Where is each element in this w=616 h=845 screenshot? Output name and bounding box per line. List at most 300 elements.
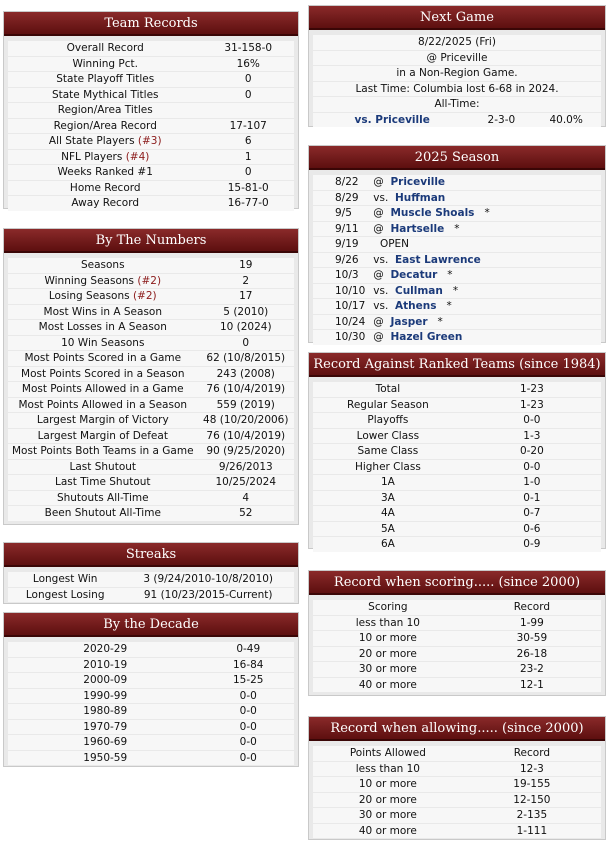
table-row xyxy=(8,658,294,673)
table-row xyxy=(8,398,294,413)
opponent-link[interactable]: Muscle Shoals xyxy=(390,207,475,220)
table-row xyxy=(313,475,601,490)
streaks-panel xyxy=(3,542,299,604)
row-label xyxy=(313,522,463,537)
row-value: 243 (2008) xyxy=(198,367,294,382)
row-label-text: Last Time Shutout xyxy=(55,476,151,489)
ranked-header: Record Against Ranked Teams (since 1984) xyxy=(309,353,605,377)
streaks-header: Streaks xyxy=(4,543,298,567)
row-label xyxy=(8,673,202,688)
game-opponent-cell xyxy=(369,284,601,299)
row-label-text: 10 or more xyxy=(358,778,417,791)
opponent-link[interactable]: Cullman xyxy=(394,284,443,297)
row-label xyxy=(8,444,198,459)
row-label xyxy=(8,88,202,103)
row-value: 12-3 xyxy=(463,762,601,777)
row-value: 0 xyxy=(202,88,294,103)
row-label xyxy=(313,808,463,823)
row-label xyxy=(8,41,202,56)
row-label-text: Last Shutout xyxy=(69,460,137,473)
opponent-link[interactable]: East Lawrence xyxy=(394,253,481,266)
game-date: 10/24 xyxy=(313,315,369,330)
row-value: 2-135 xyxy=(463,808,601,823)
row-label-text: Most Losses in A Season xyxy=(38,321,167,334)
row-label xyxy=(8,751,202,766)
allowing-col2: Record xyxy=(463,746,601,761)
vs-record: 2-3-0 xyxy=(471,113,531,128)
row-value: 1-3 xyxy=(463,429,601,444)
table-row xyxy=(8,673,294,688)
row-label-text: 10 Win Seasons xyxy=(61,336,145,349)
row-label-text: 6A xyxy=(380,538,395,551)
allowing-col1: Points Allowed xyxy=(313,746,463,761)
row-label xyxy=(8,57,202,72)
region-game-star: * xyxy=(447,269,453,282)
row-value: 0-0 xyxy=(202,751,294,766)
table-row xyxy=(8,572,294,587)
row-label xyxy=(8,704,202,719)
row-value: 0-7 xyxy=(463,506,601,521)
game-date: 9/5 xyxy=(313,206,369,221)
row-value: 48 (10/20/2006) xyxy=(198,413,294,428)
game-date: 8/22 xyxy=(313,175,369,190)
rank-link[interactable]: (#2) xyxy=(132,290,157,303)
row-value: 0-0 xyxy=(202,735,294,750)
region-game-star: * xyxy=(437,315,443,328)
row-label-text: Regular Season xyxy=(347,398,429,411)
table-row xyxy=(8,704,294,719)
row-label-text: 20 or more xyxy=(358,793,417,806)
table-row xyxy=(8,751,294,766)
region-game-star: * xyxy=(452,284,459,297)
row-label xyxy=(313,678,463,693)
row-label-text: Region/Area Record xyxy=(53,119,157,132)
row-label xyxy=(313,537,463,552)
schedule-row xyxy=(313,175,601,190)
row-label-text: Most Wins in A Season xyxy=(43,305,162,318)
row-label xyxy=(8,320,198,335)
table-row xyxy=(8,305,294,320)
row-label-text: 2000-09 xyxy=(83,674,128,687)
row-label-text: Longest Win xyxy=(32,573,98,586)
row-value: 19-155 xyxy=(463,777,601,792)
row-value: 3 (9/24/2010-10/8/2010) xyxy=(122,572,294,587)
row-label-text: 1980-89 xyxy=(83,705,128,718)
allowing-header: Record when allowing..... (since 2000) xyxy=(309,717,605,741)
row-label xyxy=(313,382,463,397)
table-row xyxy=(8,165,294,180)
rank-link[interactable]: (#2) xyxy=(137,274,162,287)
game-date: 9/19 xyxy=(313,237,369,252)
row-value: 16-77-0 xyxy=(202,196,294,211)
row-label-text: Lower Class xyxy=(356,429,420,442)
row-value: 6 xyxy=(202,134,294,149)
scoring-panel xyxy=(308,570,606,696)
row-label-text: Away Record xyxy=(71,197,140,210)
by-numbers-header: By The Numbers xyxy=(4,229,298,253)
game-location: @ xyxy=(373,331,384,344)
row-value: 0-0 xyxy=(202,704,294,719)
table-row xyxy=(313,762,601,777)
opponent-link[interactable]: Athens xyxy=(394,300,437,313)
opponent-link[interactable]: Priceville xyxy=(390,176,446,189)
rank-link[interactable]: (#4) xyxy=(125,150,150,163)
next-game-table xyxy=(313,34,601,128)
row-label xyxy=(8,491,198,506)
schedule-row xyxy=(313,330,601,345)
allowing-table xyxy=(313,745,601,839)
game-date: 10/10 xyxy=(313,284,369,299)
opponent-link[interactable]: Hazel Green xyxy=(390,331,463,344)
table-row xyxy=(8,491,294,506)
row-label xyxy=(8,119,202,134)
row-label xyxy=(313,444,463,459)
row-label xyxy=(8,150,202,165)
table-row xyxy=(8,289,294,304)
game-location: @ xyxy=(373,222,384,235)
table-row xyxy=(313,662,601,677)
table-row xyxy=(8,367,294,382)
row-value: 0-1 xyxy=(463,491,601,506)
row-label xyxy=(313,491,463,506)
opponent-link[interactable]: Decatur xyxy=(390,269,438,282)
by-numbers-panel xyxy=(3,228,299,525)
row-label-text: Been Shutout All-Time xyxy=(44,507,161,520)
row-label xyxy=(313,475,463,490)
table-row xyxy=(8,351,294,366)
vs-priceville-link[interactable]: vs. Priceville xyxy=(354,113,430,126)
row-label-text: less than 10 xyxy=(355,762,420,775)
row-label-text: less than 10 xyxy=(355,616,420,629)
row-label xyxy=(8,305,198,320)
table-row xyxy=(8,475,294,490)
row-value: 4 xyxy=(198,491,294,506)
table-row xyxy=(8,258,294,273)
game-opponent-cell xyxy=(369,299,601,314)
scoring-table xyxy=(313,599,601,693)
row-label-text: Weeks Ranked #1 xyxy=(57,166,153,179)
row-label-text: Largest Margin of Defeat xyxy=(37,429,168,442)
row-label xyxy=(8,274,198,289)
open-week: OPEN xyxy=(379,238,410,251)
row-label xyxy=(8,103,202,118)
table-row xyxy=(8,41,294,56)
table-row xyxy=(313,824,601,839)
game-location: vs. xyxy=(373,284,389,297)
table-row xyxy=(313,647,601,662)
row-value: 15-81-0 xyxy=(202,181,294,196)
row-label-text: Seasons xyxy=(80,259,125,272)
row-label-text: Most Points Scored in a Game xyxy=(24,352,182,365)
row-label xyxy=(8,181,202,196)
row-label xyxy=(8,351,198,366)
row-label xyxy=(8,196,202,211)
row-label-text: Winning Seasons xyxy=(44,274,135,287)
schedule-row xyxy=(313,284,601,299)
game-date: 10/3 xyxy=(313,268,369,283)
table-row xyxy=(8,642,294,657)
table-row xyxy=(8,57,294,72)
table-row xyxy=(8,588,294,603)
allowing-panel xyxy=(308,716,606,840)
row-label xyxy=(8,658,202,673)
schedule-row xyxy=(313,191,601,206)
row-label-text: 2010-19 xyxy=(83,658,128,671)
row-label xyxy=(8,165,202,180)
row-label xyxy=(8,475,198,490)
row-label xyxy=(8,398,198,413)
table-row xyxy=(313,808,601,823)
row-value: 30-59 xyxy=(463,631,601,646)
row-label xyxy=(313,777,463,792)
table-row xyxy=(313,537,601,552)
row-value: 76 (10/4/2019) xyxy=(198,429,294,444)
table-row xyxy=(313,616,601,631)
team-records-table xyxy=(8,40,294,212)
row-label-text: 30 or more xyxy=(358,809,417,822)
row-value: 0-0 xyxy=(463,460,601,475)
row-value: 10 (2024) xyxy=(198,320,294,335)
row-label-text: 1960-69 xyxy=(83,736,128,749)
row-value: 0-9 xyxy=(463,537,601,552)
rank-link[interactable]: (#3) xyxy=(137,135,162,148)
table-row xyxy=(8,150,294,165)
row-value: 559 (2019) xyxy=(198,398,294,413)
game-date: 9/26 xyxy=(313,253,369,268)
row-value: 31-158-0 xyxy=(202,41,294,56)
row-value: 0 xyxy=(202,165,294,180)
row-value: 9/26/2013 xyxy=(198,460,294,475)
opponent-link[interactable]: Hartselle xyxy=(390,222,445,235)
row-label-text: 10 or more xyxy=(358,632,417,645)
row-value: 16-84 xyxy=(202,658,294,673)
row-label-text: All State Players xyxy=(48,135,135,148)
row-label-text: Longest Losing xyxy=(25,588,105,601)
row-label-text: 3A xyxy=(380,491,395,504)
row-value: 10/25/2024 xyxy=(198,475,294,490)
season-table xyxy=(313,174,601,346)
row-label xyxy=(8,367,198,382)
row-value: 17 xyxy=(198,289,294,304)
row-label xyxy=(8,735,202,750)
row-label-text: Shutouts All-Time xyxy=(56,491,149,504)
game-opponent-cell xyxy=(369,237,601,252)
table-row xyxy=(8,413,294,428)
row-label-text: 5A xyxy=(380,522,395,535)
table-row xyxy=(8,336,294,351)
next-game-header: Next Game xyxy=(309,6,605,30)
ranked-panel xyxy=(308,352,606,549)
game-opponent-cell xyxy=(369,191,601,206)
row-value: 23-2 xyxy=(463,662,601,677)
row-label-text: 40 or more xyxy=(358,824,417,837)
row-value: 15-25 xyxy=(202,673,294,688)
row-value: 91 (10/23/2015-Current) xyxy=(122,588,294,603)
row-value: 17-107 xyxy=(202,119,294,134)
row-label xyxy=(8,72,202,87)
row-label-text: Largest Margin of Victory xyxy=(36,414,169,427)
row-label-text: 4A xyxy=(380,507,395,520)
row-value: 62 (10/8/2015) xyxy=(198,351,294,366)
row-value: 1-23 xyxy=(463,398,601,413)
row-value: 19 xyxy=(198,258,294,273)
row-label xyxy=(313,762,463,777)
table-row xyxy=(313,413,601,428)
row-value: 0 xyxy=(198,336,294,351)
table-row xyxy=(8,72,294,87)
row-value: 1-99 xyxy=(463,616,601,631)
game-location: @ xyxy=(373,315,384,328)
table-row xyxy=(313,460,601,475)
schedule-row xyxy=(313,268,601,283)
row-label-text: Most Points Allowed in a Game xyxy=(21,383,184,396)
table-row xyxy=(8,429,294,444)
table-row xyxy=(8,103,294,118)
table-row xyxy=(8,506,294,521)
table-row xyxy=(313,631,601,646)
game-date: 10/17 xyxy=(313,299,369,314)
scoring-col1: Scoring xyxy=(313,600,463,615)
table-row xyxy=(8,320,294,335)
row-value: 1-23 xyxy=(463,382,601,397)
row-label xyxy=(313,616,463,631)
opponent-link[interactable]: Huffman xyxy=(394,191,446,204)
row-value: 76 (10/4/2019) xyxy=(198,382,294,397)
row-value: 52 xyxy=(198,506,294,521)
game-location: vs. xyxy=(373,300,389,313)
row-value: 0-6 xyxy=(463,522,601,537)
next-game-date: 8/22/2025 (Fri) xyxy=(313,35,601,50)
row-label-text: 2020-29 xyxy=(83,643,128,656)
row-value: 12-150 xyxy=(463,793,601,808)
game-location: vs. xyxy=(373,253,389,266)
row-label-text: 1A xyxy=(380,476,395,489)
table-row xyxy=(8,196,294,211)
table-row xyxy=(8,382,294,397)
row-label xyxy=(313,631,463,646)
row-label xyxy=(8,572,122,587)
table-row xyxy=(8,720,294,735)
row-label-text: 20 or more xyxy=(358,647,417,660)
scoring-col2: Record xyxy=(463,600,601,615)
row-label xyxy=(313,398,463,413)
row-value: 0-0 xyxy=(202,720,294,735)
game-opponent-cell xyxy=(369,330,601,345)
table-row xyxy=(313,444,601,459)
row-label-text: 1950-59 xyxy=(83,751,128,764)
game-opponent-cell xyxy=(369,315,601,330)
row-label-text: Most Points Both Teams in a Game xyxy=(12,445,194,458)
row-label-text: Home Record xyxy=(69,181,141,194)
season-header: 2025 Season xyxy=(309,146,605,170)
region-game-star: * xyxy=(446,300,452,313)
row-label xyxy=(8,460,198,475)
schedule-row xyxy=(313,315,601,330)
scoring-header: Record when scoring..... (since 2000) xyxy=(309,571,605,595)
row-label xyxy=(8,588,122,603)
table-row xyxy=(8,735,294,750)
game-location: vs. xyxy=(373,191,389,204)
row-label-text: 1990-99 xyxy=(83,689,128,702)
opponent-link[interactable]: Jasper xyxy=(390,315,428,328)
game-date: 8/29 xyxy=(313,191,369,206)
row-label xyxy=(8,429,198,444)
table-row xyxy=(313,678,601,693)
row-label xyxy=(8,258,198,273)
row-label xyxy=(8,134,202,149)
row-label xyxy=(313,413,463,428)
vs-pct: 40.0% xyxy=(531,113,601,128)
next-game-last-time: Last Time: Columbia lost 6-68 in 2024. xyxy=(313,82,601,97)
table-row xyxy=(313,491,601,506)
schedule-row xyxy=(313,206,601,221)
row-label-text: Higher Class xyxy=(354,460,421,473)
row-value: 16% xyxy=(202,57,294,72)
row-value: 5 (2010) xyxy=(198,305,294,320)
streaks-table xyxy=(8,571,294,603)
row-value: 1-111 xyxy=(463,824,601,839)
table-row xyxy=(8,689,294,704)
game-opponent-cell xyxy=(369,175,601,190)
row-label xyxy=(313,429,463,444)
region-game-star: * xyxy=(454,222,460,235)
game-location: @ xyxy=(373,269,384,282)
row-label xyxy=(8,382,198,397)
table-row xyxy=(8,134,294,149)
row-label-text: 40 or more xyxy=(358,678,417,691)
schedule-row xyxy=(313,299,601,314)
table-row xyxy=(313,506,601,521)
row-label xyxy=(313,647,463,662)
game-date: 10/30 xyxy=(313,330,369,345)
row-label-text: Overall Record xyxy=(66,42,144,55)
row-value: 26-18 xyxy=(463,647,601,662)
region-game-star: * xyxy=(484,207,490,220)
game-opponent-cell xyxy=(369,268,601,283)
row-label-text: Region/Area Titles xyxy=(57,104,153,117)
table-row xyxy=(313,522,601,537)
row-label-text: Playoffs xyxy=(367,414,409,427)
row-value xyxy=(202,103,294,118)
decade-header: By the Decade xyxy=(4,613,298,637)
row-label xyxy=(8,413,198,428)
game-opponent-cell xyxy=(369,253,601,268)
row-label-text: NFL Players xyxy=(61,150,123,163)
game-opponent-cell xyxy=(369,222,601,237)
schedule-row xyxy=(313,253,601,268)
table-row xyxy=(313,793,601,808)
row-label xyxy=(8,289,198,304)
row-label xyxy=(8,689,202,704)
row-label-text: Most Points Scored in a Season xyxy=(21,367,185,380)
next-game-type: in a Non-Region Game. xyxy=(313,66,601,81)
row-label xyxy=(8,336,198,351)
row-label-text: Same Class xyxy=(357,445,419,458)
row-label-text: State Mythical Titles xyxy=(51,88,159,101)
row-label xyxy=(8,506,198,521)
row-label-text: 30 or more xyxy=(358,663,417,676)
team-records-panel xyxy=(3,11,299,209)
row-value: 0-0 xyxy=(463,413,601,428)
next-game-opponent: @ Priceville xyxy=(313,51,601,66)
team-records-header: Team Records xyxy=(4,12,298,36)
ranked-table xyxy=(313,381,601,553)
table-row xyxy=(313,398,601,413)
table-row xyxy=(8,88,294,103)
row-label xyxy=(313,824,463,839)
table-row xyxy=(313,382,601,397)
row-value: 12-1 xyxy=(463,678,601,693)
